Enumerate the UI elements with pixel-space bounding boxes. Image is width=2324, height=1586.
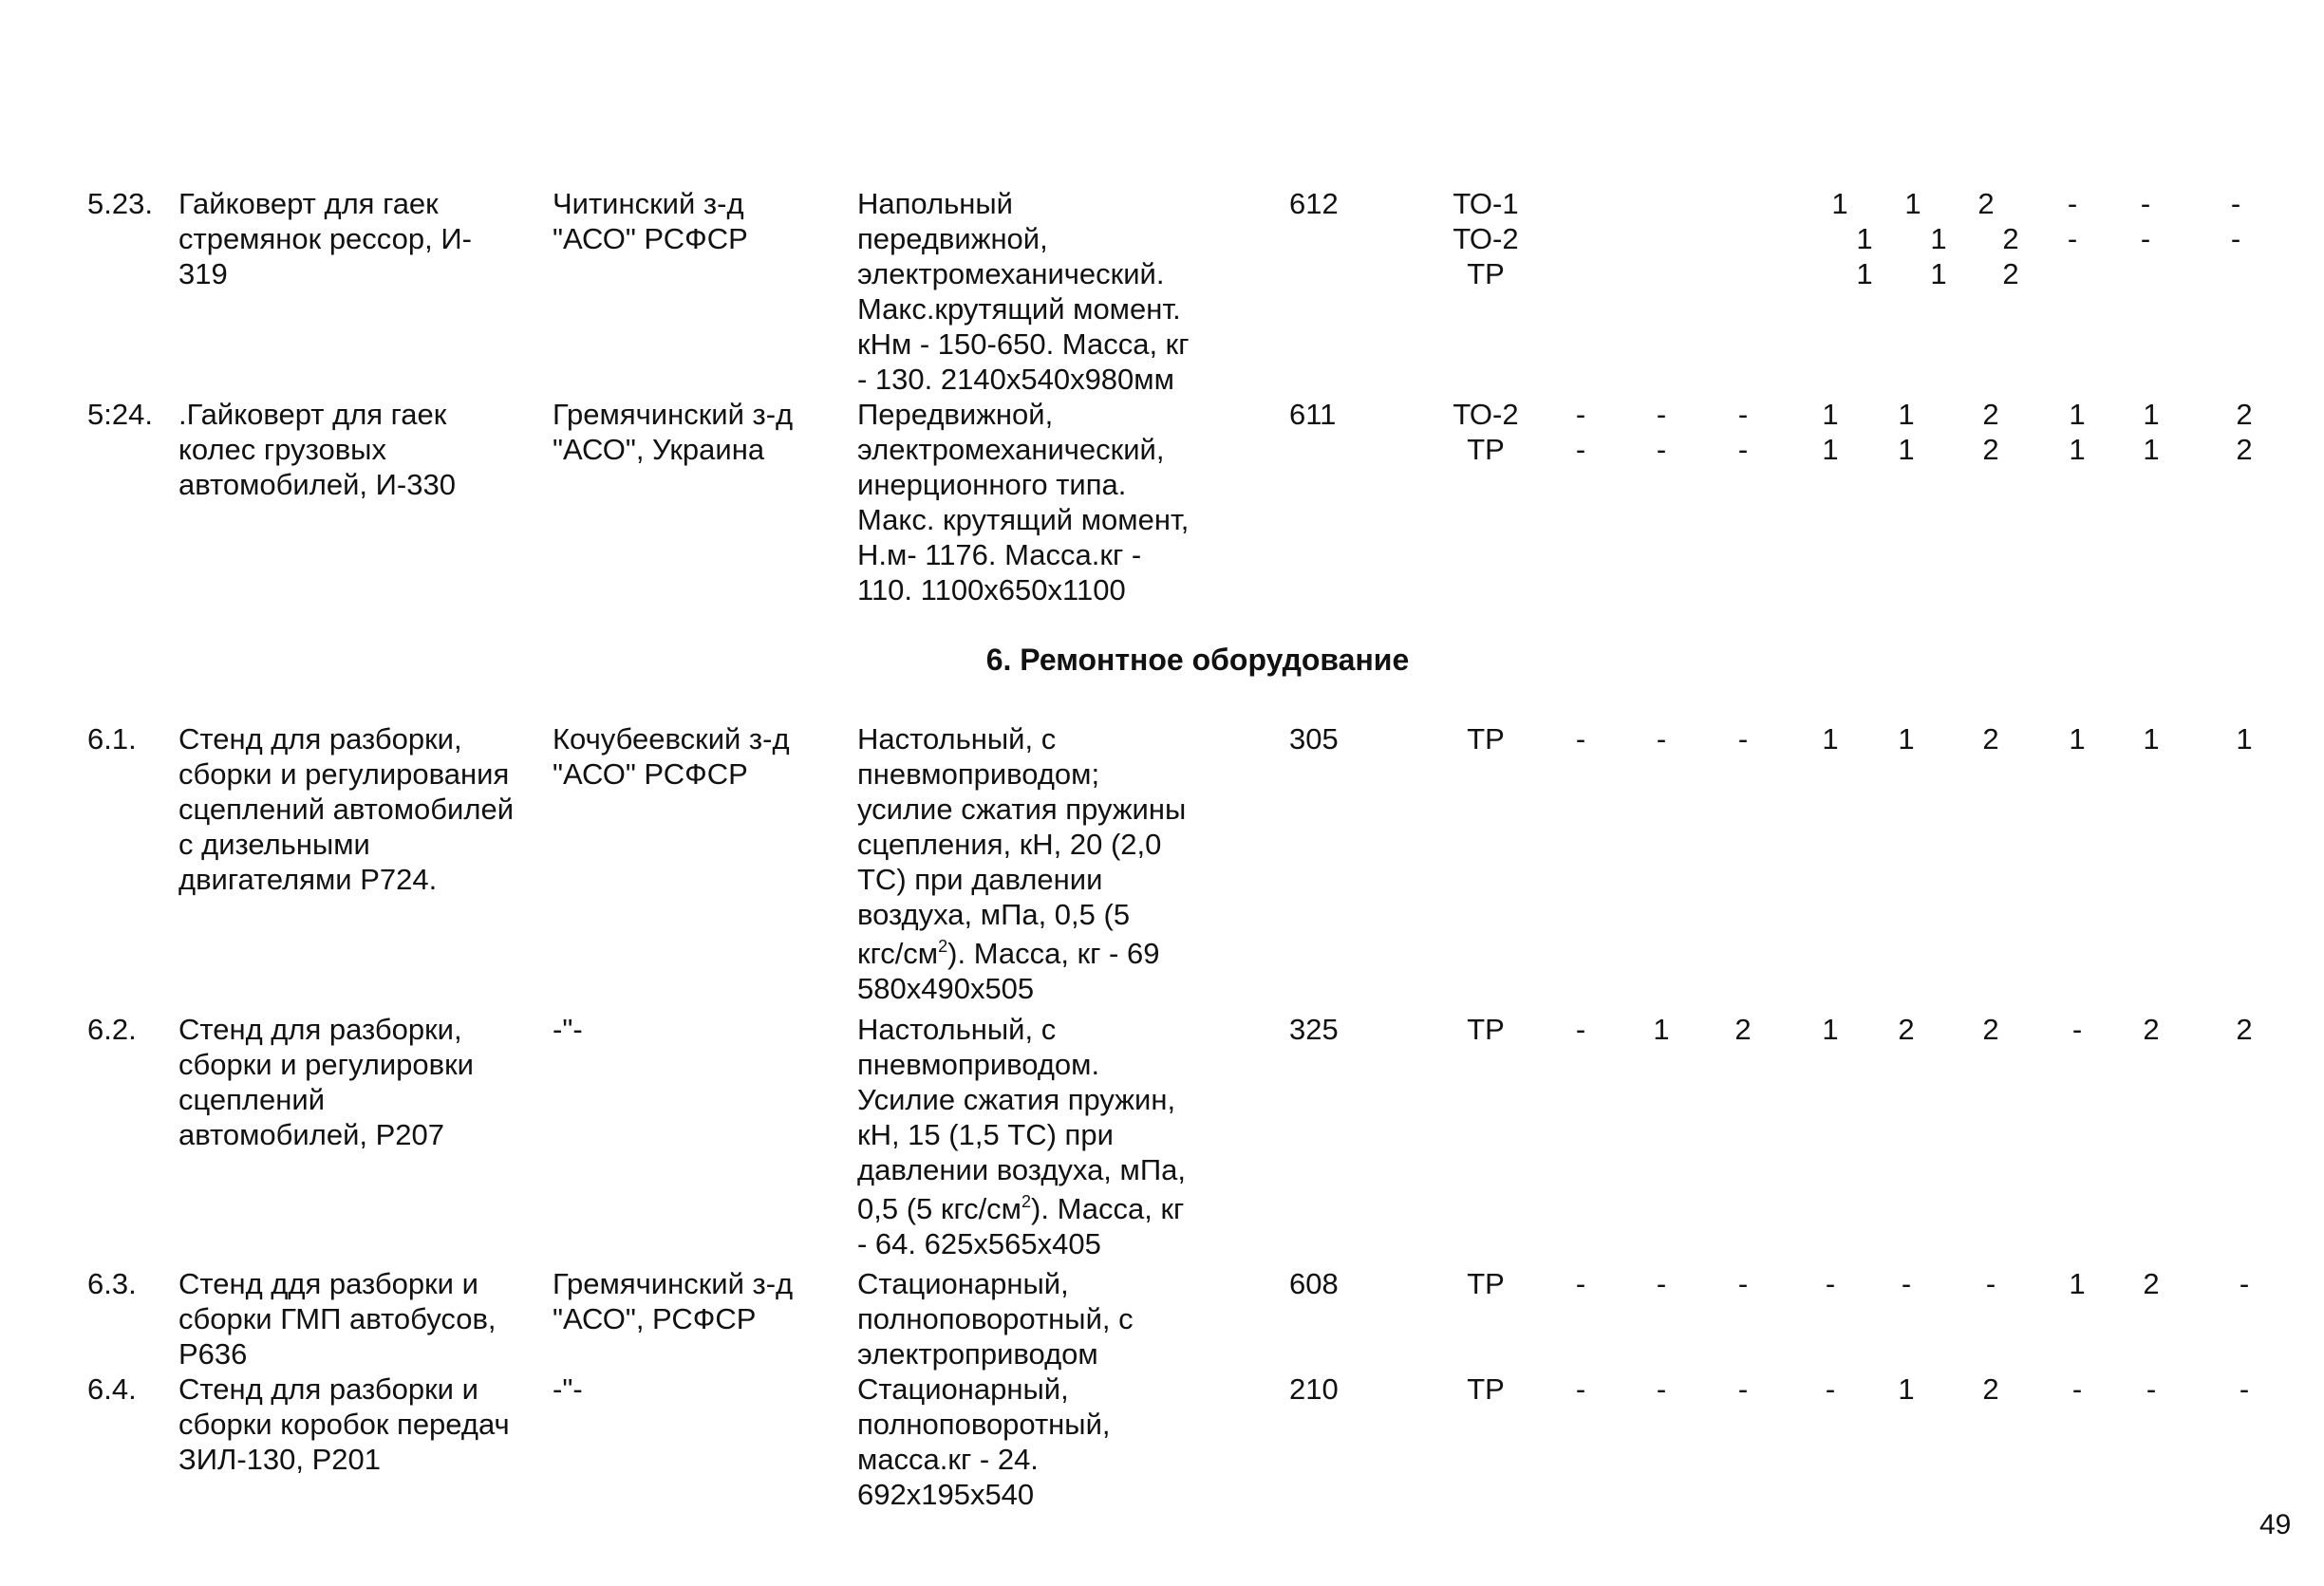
- qty-cell: 1: [1898, 1372, 1915, 1406]
- manufacturer: Гремячинский з-д "АСО", Украина: [553, 398, 794, 466]
- area-value: 325: [1289, 1013, 1339, 1046]
- area-value: 210: [1289, 1372, 1339, 1406]
- row-number: 5.23.: [87, 187, 153, 220]
- row-number: 6.1.: [87, 722, 137, 756]
- row-number: 5:24.: [87, 398, 153, 431]
- manufacturer: Кочубеевский з-д "АСО" РСФСР: [553, 722, 790, 791]
- qty-cell: -: [1656, 722, 1667, 756]
- qty-cell: 1: [2069, 433, 2086, 466]
- qty-cell: 2: [1982, 398, 1999, 431]
- qty-cell: -: [1656, 1267, 1667, 1300]
- equipment-name: Стенд ддя разборки и сборки ГМП автобусов, Р636: [178, 1267, 497, 1371]
- service-types: ТО-1 ТО-2 ТР: [1452, 187, 1519, 290]
- service-types: ТР: [1467, 1013, 1505, 1046]
- qty-cell: 1: [1856, 257, 1873, 290]
- equipment-name: Стенд для разборки, сборки и регулировки сцеплений автомобилей, Р207: [178, 1013, 474, 1151]
- qty-cell: 1: [2143, 398, 2160, 431]
- qty-cell: 1: [1822, 398, 1839, 431]
- qty-cell: -: [2230, 222, 2241, 255]
- qty-cell: 1: [2069, 398, 2086, 431]
- area-value: 611: [1289, 398, 1337, 431]
- qty-cell: -: [2140, 222, 2151, 255]
- qty-cell: -: [1575, 398, 1586, 431]
- qty-cell: 2: [1982, 433, 1999, 466]
- equipment-name: Стенд для разборки, сборки и регулирования сцеплений автомобилей с дизельными двигателями Р724.: [178, 722, 515, 896]
- qty-cell: 1: [2069, 1267, 2086, 1300]
- specification: Настольный, с пневмоприводом. Усилие сжатия пружин, кН, 15 (1,5 ТС) при давлении воздуха, мПа, 0,5 (5 кгс/$см^2$). Масса, кг - 64. 625x565x405: [857, 1013, 1186, 1260]
- service-types: ТР: [1467, 1267, 1505, 1300]
- qty-cell: -: [1575, 1013, 1586, 1046]
- qty-cell: 2: [1982, 1013, 1999, 1046]
- qty-cell: 1: [1898, 722, 1915, 756]
- row-number: 6.4.: [87, 1372, 137, 1406]
- qty-cell: 1: [1831, 187, 1848, 220]
- qty-cell: 2: [2143, 1013, 2160, 1046]
- manufacturer: -"-: [553, 1013, 583, 1046]
- qty-cell: -: [1656, 1372, 1667, 1406]
- qty-cell: 2: [1982, 722, 1999, 756]
- area-value: 608: [1289, 1267, 1339, 1300]
- qty-cell: 2: [2002, 257, 2019, 290]
- service-types: ТО-2 ТР: [1452, 398, 1519, 466]
- manufacturer: Гремячинский з-д "АСО", РСФСР: [553, 1267, 794, 1335]
- qty-cell: 1: [1856, 222, 1873, 255]
- qty-cell: -: [1737, 433, 1749, 466]
- qty-cell: -: [2067, 187, 2078, 220]
- qty-cell: 1: [1653, 1013, 1670, 1046]
- qty-cell: -: [1575, 1372, 1586, 1406]
- qty-cell: 1: [2069, 722, 2086, 756]
- qty-cell: 2: [1898, 1013, 1915, 1046]
- area-value: 305: [1289, 722, 1339, 756]
- manufacturer: Читинский з-д "АСО" РСФСР: [553, 187, 748, 255]
- qty-cell: 2: [1982, 1372, 1999, 1406]
- qty-cell: -: [1825, 1372, 1836, 1406]
- qty-cell: -: [1575, 1267, 1586, 1300]
- qty-cell: -: [1737, 1267, 1749, 1300]
- specification: Напольный передвижной, электромеханический. Макс.крутящий момент. кНм - 150-650. Масса, кг - 130. 2140x540x980мм: [857, 187, 1190, 396]
- qty-cell: -: [2067, 222, 2078, 255]
- section-heading: 6. Ремонтное оборудование: [985, 643, 1410, 677]
- equipment-name: .Гайковерт для гаек колес грузовых автомобилей, И-330: [178, 398, 456, 501]
- qty-cell: -: [1575, 722, 1586, 756]
- qty-cell: -: [2071, 1013, 2083, 1046]
- qty-cell: 2: [1977, 187, 1995, 220]
- qty-cell: 2: [2002, 222, 2019, 255]
- qty-cell: 1: [2236, 722, 2253, 756]
- qty-cell: 1: [1930, 222, 1947, 255]
- row-number: 6.2.: [87, 1013, 137, 1046]
- qty-cell: 2: [1734, 1013, 1752, 1046]
- qty-cell: -: [2146, 1372, 2157, 1406]
- qty-cell: -: [1737, 398, 1749, 431]
- service-types: ТР: [1467, 1372, 1505, 1406]
- qty-cell: 1: [1822, 722, 1839, 756]
- qty-cell: 1: [2143, 722, 2160, 756]
- qty-cell: -: [1656, 398, 1667, 431]
- qty-cell: -: [2140, 187, 2151, 220]
- qty-cell: 2: [2236, 1013, 2253, 1046]
- qty-cell: -: [1575, 433, 1586, 466]
- qty-cell: -: [2071, 1372, 2083, 1406]
- qty-cell: -: [2239, 1267, 2250, 1300]
- qty-cell: -: [1656, 433, 1667, 466]
- specification: Стационарный, полноповоротный, масса.кг - 24. 692x195x540: [857, 1372, 1111, 1511]
- qty-cell: 2: [2236, 433, 2253, 466]
- qty-cell: 1: [1822, 433, 1839, 466]
- qty-cell: -: [1825, 1267, 1836, 1300]
- service-types: ТР: [1467, 722, 1505, 756]
- qty-cell: 1: [2143, 433, 2160, 466]
- qty-cell: 1: [1930, 257, 1947, 290]
- page-number: 49: [2259, 1509, 2292, 1540]
- qty-cell: -: [2230, 187, 2241, 220]
- qty-cell: -: [1737, 1372, 1749, 1406]
- qty-cell: 2: [2143, 1267, 2160, 1300]
- row-number: 6.3.: [87, 1267, 137, 1300]
- qty-cell: 1: [1822, 1013, 1839, 1046]
- qty-cell: -: [1985, 1267, 1996, 1300]
- qty-cell: 1: [1898, 433, 1915, 466]
- qty-cell: 1: [1904, 187, 1921, 220]
- qty-cell: 1: [1898, 398, 1915, 431]
- area-value: 612: [1289, 187, 1339, 220]
- qty-cell: -: [2239, 1372, 2250, 1406]
- qty-cell: -: [1901, 1267, 1912, 1300]
- specification: Передвижной, электромеханический, инерционного типа. Макс. крутящий момент, Н.м- 1176. Масса.кг - 110. 1100x650x1100: [857, 398, 1190, 606]
- specification: Стационарный, полноповоротный, с электроприводом: [857, 1267, 1134, 1371]
- qty-cell: -: [1737, 722, 1749, 756]
- specification: Настольный, с пневмоприводом; усилие сжатия пружины сцепления, кН, 20 (2,0 ТС) при давлении воздуха, мПа, 0,5 (5 кгс/$см^2$). Масса, кг - 69 580x490x505: [857, 722, 1187, 1005]
- equipment-name: Гайковерт для гаек стремянок рессор, И- 319: [178, 187, 472, 290]
- qty-cell: 2: [2236, 398, 2253, 431]
- equipment-name: Стенд для разборки и сборки коробок передач ЗИЛ-130, Р201: [178, 1372, 510, 1476]
- manufacturer: -"-: [553, 1372, 583, 1406]
